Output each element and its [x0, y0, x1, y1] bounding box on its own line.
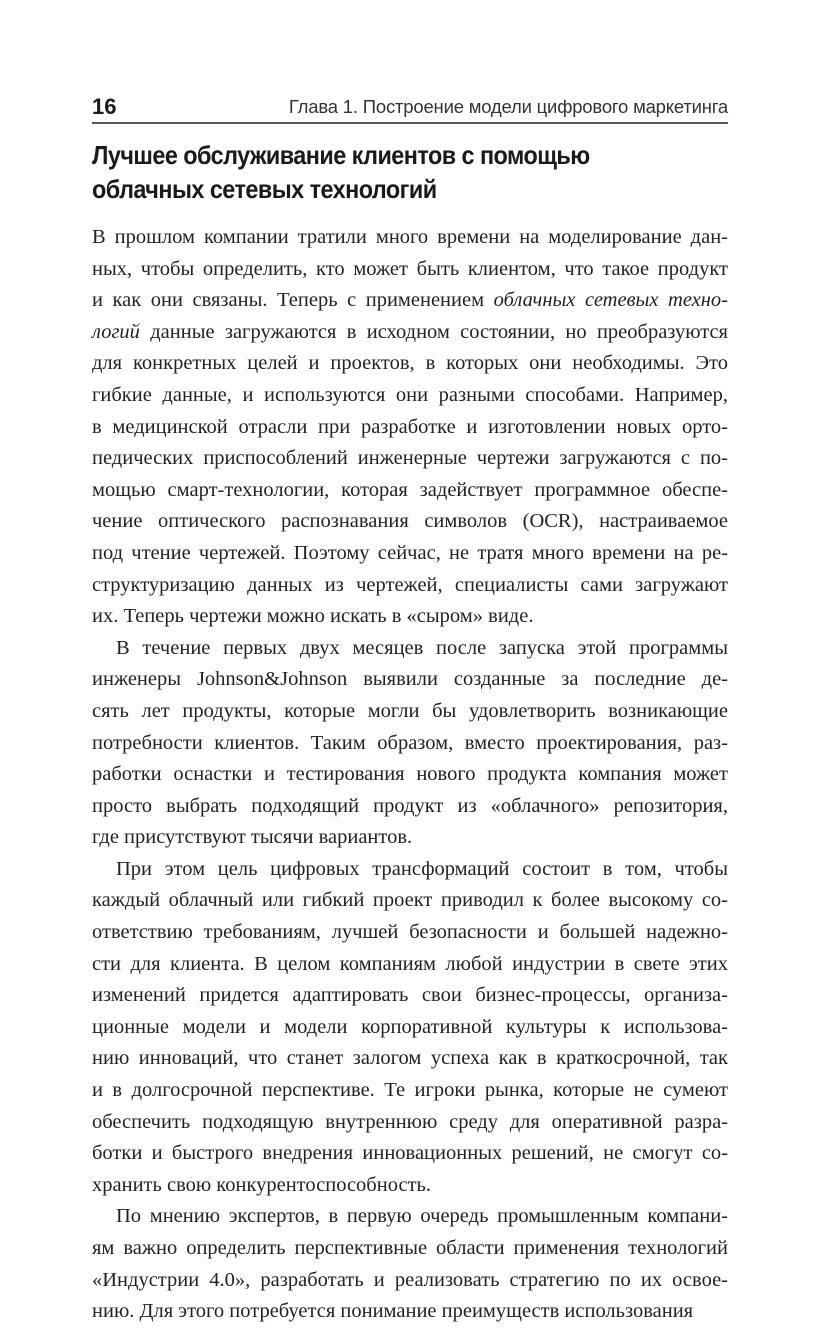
text-line: [92, 222, 728, 254]
text-line: [92, 980, 728, 1012]
text-line: [92, 1170, 728, 1202]
line-text: нию инноваций, что станет залогом успеха как в краткосрочной, так: [92, 1047, 728, 1070]
line-text: ных, чтобы определить, кто может быть клиентом, что такое продукт: [92, 257, 728, 280]
line-text: в медицинской отрасли при разработке и изготовлении новых орто-: [92, 415, 728, 438]
text-line: [92, 348, 728, 380]
line-text: По мнению экспертов, в первую очередь промышленным компани-: [116, 1205, 728, 1228]
text-line: [92, 917, 728, 949]
text-line: [92, 1107, 728, 1139]
line-text: и как они связаны. Теперь с применением: [92, 289, 494, 312]
text-line: [92, 1296, 728, 1328]
line-text: под чтение чертежей. Поэтому сейчас, не тратя много времени на ре-: [92, 541, 728, 564]
text-line: [92, 538, 728, 570]
running-header: [92, 94, 728, 124]
text-line: [92, 506, 728, 538]
line-text: ям важно определить перспективные области применения технологий: [92, 1237, 728, 1259]
text-line: [92, 1012, 728, 1044]
text-line: [92, 664, 728, 696]
line-text: ционные модели и модели корпоративной культуры к использова-: [92, 1015, 728, 1038]
line-text: хранить свою конкурентоспособность.: [92, 1173, 432, 1196]
line-text: данные загружаются в исходном состоянии, но преобразуются: [139, 320, 728, 343]
section-heading: [92, 138, 668, 206]
heading-line: облачных сетевых технологий: [92, 174, 437, 204]
line-text: их. Теперь чертежи можно искать в «сыром» виде.: [92, 605, 534, 628]
text-line: [92, 317, 728, 349]
italic-term: логий: [92, 320, 140, 343]
line-text: В прошлом компании тратили много времени на моделирование дан-: [92, 226, 728, 248]
text-line: [92, 380, 728, 412]
line-text: «Индустрии 4.0», разработать и реализовать стратегию по их освое-: [92, 1268, 728, 1291]
text-line: [92, 949, 728, 981]
line-text: каждый облачный или гибкий проект приводил к более высокому со-: [92, 889, 728, 912]
line-text: работки оснастки и тестирования нового продукта компания может: [92, 763, 728, 786]
line-text: сять лет продукты, которые могли бы удовлетворить возникающие: [92, 699, 728, 722]
text-line: [92, 285, 728, 317]
italic-term: облачных сетевых техно-: [493, 289, 728, 312]
text-line: [92, 854, 728, 886]
page-number: 16: [92, 94, 117, 119]
text-line: [92, 1043, 728, 1075]
line-text: потребности клиентов. Таким образом, вместо проектирования, раз-: [92, 731, 728, 754]
line-text: для конкретных целей и проектов, в которых они необходимы. Это: [92, 352, 728, 375]
text-line: [92, 1138, 728, 1170]
text-line: [92, 412, 728, 444]
text-line: [92, 885, 728, 917]
text-line: [92, 443, 728, 475]
line-text: ботки и быстрого внедрения инновационных решений, не смогут со-: [92, 1142, 728, 1165]
text-line: [92, 1201, 728, 1233]
heading-line: Лучшее обслуживание клиентов с помощью: [92, 140, 590, 170]
line-text: инженеры Johnson&Johnson выявили созданные за последние де-: [92, 668, 728, 691]
text-line: [92, 1265, 728, 1297]
text-line: [92, 1233, 728, 1265]
line-text: педических приспособлений инженерные чертежи загружаются с по-: [92, 447, 728, 470]
line-text: гибкие данные, и используются они разными способами. Например,: [92, 383, 728, 406]
line-text: обеспечить подходящую внутреннюю среду для оперативной разра-: [92, 1110, 728, 1133]
line-text: чение оптического распознавания символов (OCR), настраиваемое: [92, 510, 728, 533]
line-text: и в долгосрочной перспективе. Те игроки рынка, которые не сумеют: [92, 1079, 728, 1102]
text-line: [92, 759, 728, 791]
line-text: ответствию требованиям, лучшей безопасности и большей надежно-: [92, 921, 728, 944]
line-text: При этом цель цифровых трансформаций состоит в том, чтобы: [116, 857, 728, 880]
text-line: [92, 1075, 728, 1107]
text-line: [92, 254, 728, 286]
text-line: [92, 728, 728, 760]
text-line: [92, 822, 728, 854]
body-text: [92, 222, 728, 1328]
line-text: сти для клиента. В целом компаниям любой индустрии в свете этих: [92, 952, 728, 975]
line-text: просто выбрать подходящий продукт из «облачного» репозитория,: [92, 794, 728, 817]
text-line: [92, 475, 728, 507]
chapter-title: Глава 1. Построение модели цифрового маркетинга: [288, 96, 728, 117]
line-text: В течение первых двух месяцев после запуска этой программы: [116, 636, 728, 659]
text-line: [92, 570, 728, 602]
text-line: [92, 601, 728, 633]
line-text: где присутствуют тысячи вариантов.: [92, 826, 413, 849]
line-text: мощью смарт-технологии, которая задействует программное обеспе-: [92, 478, 728, 501]
text-line: [92, 791, 728, 823]
line-text: нию. Для этого потребуется понимание преимуществ использования: [92, 1300, 694, 1323]
text-line: [92, 633, 728, 665]
line-text: структуризацию данных из чертежей, специалисты сами загружают: [92, 573, 728, 596]
line-text: изменений придется адаптировать свои бизнес-процессы, организа-: [92, 984, 728, 1007]
text-line: [92, 696, 728, 728]
